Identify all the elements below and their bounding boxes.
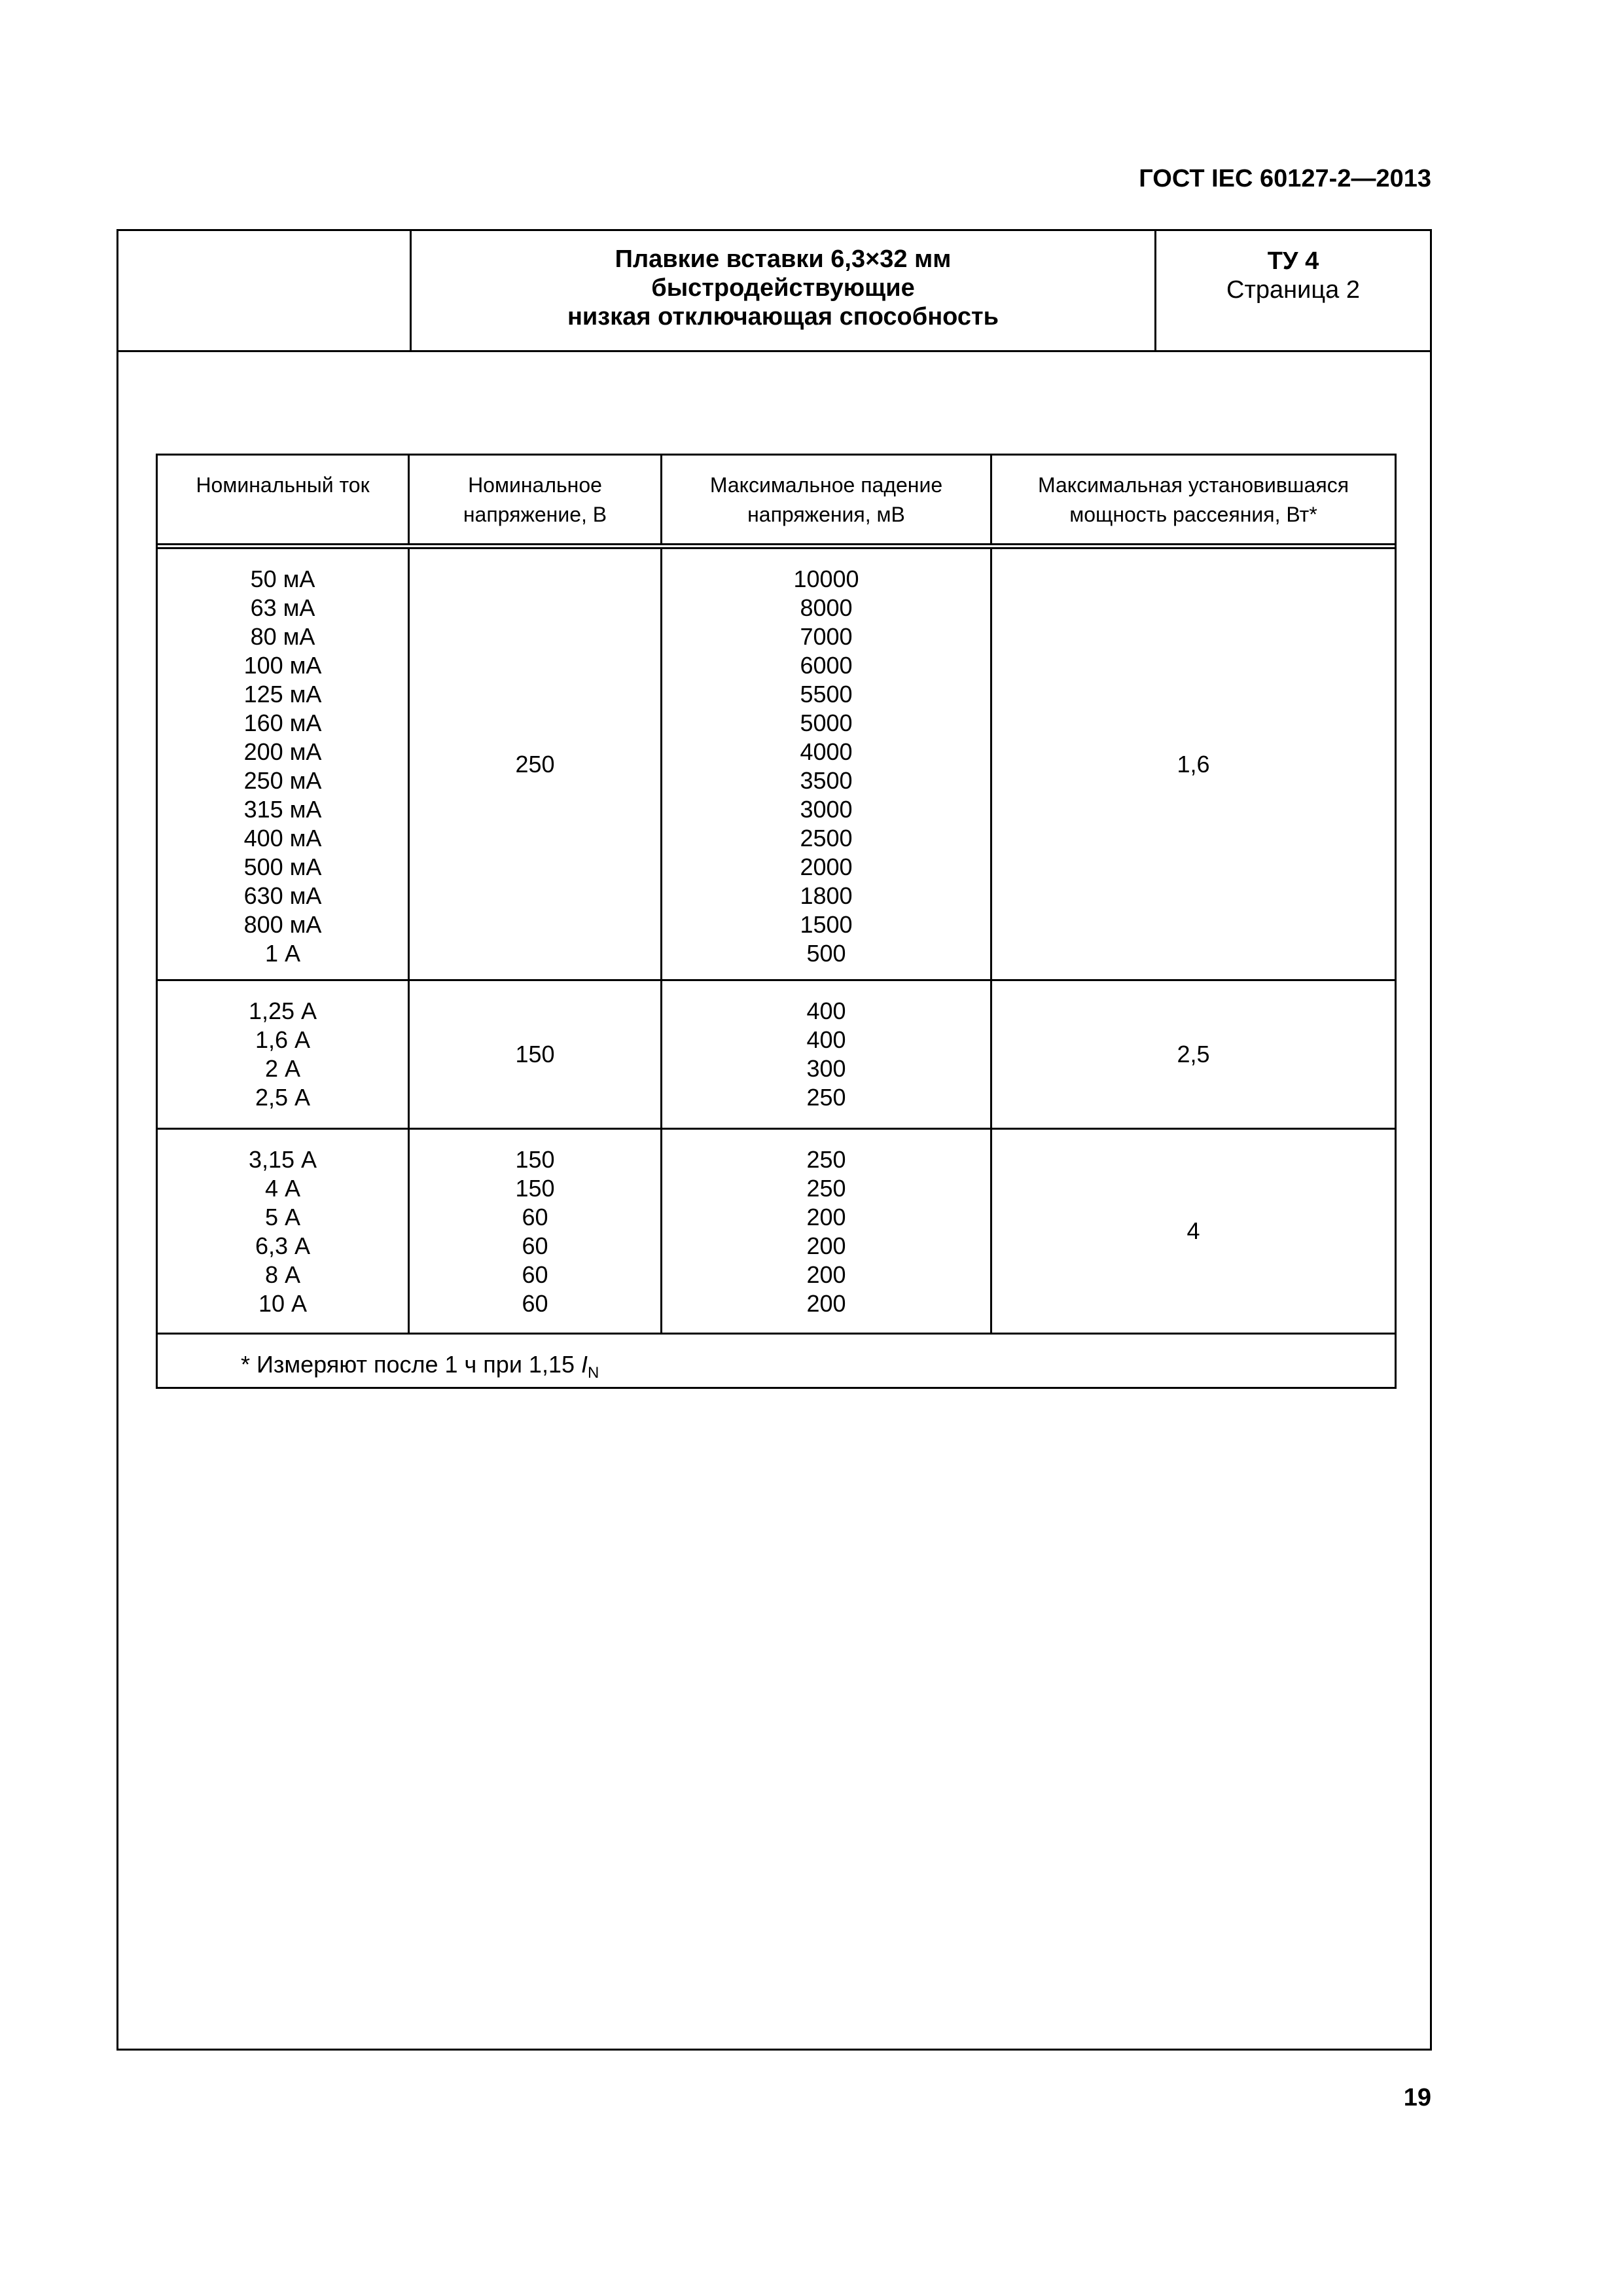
cell-value: 60 (522, 1204, 548, 1230)
cell-value: 1,6 А (255, 1026, 311, 1053)
cell-value: 150 (515, 1041, 555, 1067)
column-header-text: мощность рассеяния, Вт* (1069, 503, 1317, 526)
cell-value: 2,5 А (255, 1084, 311, 1111)
cell-value: 400 мА (243, 825, 322, 852)
cell-value: 250 (515, 750, 555, 778)
cell-value: 4 А (264, 1175, 301, 1202)
header-title-line-1: Плавкие вставки 6,3×32 мм (615, 245, 952, 273)
rated-current-cell (158, 549, 410, 979)
sheet-header (118, 231, 1430, 352)
cell-value: 6000 (800, 652, 853, 679)
cell-value: 100 мА (243, 652, 322, 679)
cell-value: 2000 (800, 853, 853, 880)
fuse-data-table (156, 454, 1397, 1389)
sheet-frame (116, 229, 1432, 2051)
cell-value: 3500 (800, 767, 853, 794)
cell-value: 250 (806, 1146, 846, 1173)
cell-value: 200 мА (243, 738, 322, 765)
cell-value: 250 мА (243, 767, 322, 794)
column-header-text: напряжения, мВ (747, 503, 905, 526)
cell-value: 500 (806, 940, 846, 967)
cell-value: 5000 (800, 709, 853, 736)
rated-current-cell (158, 981, 410, 1128)
cell-value: 60 (522, 1261, 548, 1288)
power-cell (992, 1130, 1395, 1333)
cell-value: 160 мА (243, 709, 322, 736)
column-header-text: Номинальное (468, 473, 602, 497)
column-header-text: Максимальная установившаяся (1037, 473, 1349, 497)
footnote-text: * Измеряют после 1 ч при 1,15 (241, 1351, 581, 1378)
column-header-rated-voltage (410, 456, 662, 543)
cell-value: 250 (806, 1084, 846, 1111)
footnote-symbol: I (581, 1351, 588, 1378)
rated-voltage-cell (410, 1130, 662, 1333)
cell-value: 1500 (800, 911, 853, 938)
column-header-rated-current (158, 456, 410, 543)
cell-value: 1,25 А (248, 997, 317, 1024)
column-header-text: Максимальное падение (709, 473, 943, 497)
cell-value: 400 (806, 997, 846, 1024)
rated-current-cell (158, 1130, 410, 1333)
cell-value: 4000 (800, 738, 853, 765)
cell-value: 630 мА (243, 882, 322, 909)
cell-value: 200 (806, 1232, 846, 1259)
power-cell (992, 981, 1395, 1128)
cell-value: 6,3 А (255, 1232, 311, 1259)
footnote-subscript: N (588, 1364, 599, 1382)
cell-value: 3,15 А (248, 1146, 317, 1173)
cell-value: 63 мА (250, 594, 315, 621)
cell-value: 10000 (793, 565, 859, 592)
header-sheet-info (1156, 231, 1430, 350)
cell-value: 150 (515, 1175, 555, 1202)
voltage-drop-cell (662, 1130, 992, 1333)
cell-value: 7000 (800, 623, 853, 650)
table-row (158, 981, 1395, 1130)
cell-value: 60 (522, 1232, 548, 1259)
cell-value: 10 А (258, 1290, 308, 1317)
cell-value: 50 мА (250, 565, 315, 592)
cell-value: 800 мА (243, 911, 322, 938)
header-title-line-3: низкая отключающая способность (567, 303, 999, 331)
cell-value: 1800 (800, 882, 853, 909)
column-header-text: Номинальный ток (196, 473, 370, 497)
table-footnote-row (158, 1335, 1395, 1387)
power-cell (992, 549, 1395, 979)
cell-value: 200 (806, 1204, 846, 1230)
table-row (158, 1130, 1395, 1335)
header-title-line-2: быстродействующие (651, 274, 915, 302)
cell-value: 8000 (800, 594, 853, 621)
table-row (158, 549, 1395, 981)
cell-value: 2500 (800, 825, 853, 852)
rated-voltage-cell (410, 549, 662, 979)
cell-value: 150 (515, 1146, 555, 1173)
cell-value: 60 (522, 1290, 548, 1317)
cell-value: 2 А (264, 1055, 301, 1082)
cell-value: 500 мА (243, 853, 322, 880)
cell-value: 400 (806, 1026, 846, 1053)
cell-value: 200 (806, 1261, 846, 1288)
cell-value: 5500 (800, 681, 853, 708)
cell-value: 3000 (800, 796, 853, 823)
cell-value: 8 А (264, 1261, 301, 1288)
cell-value: 200 (806, 1290, 846, 1317)
column-header-power-dissipation (992, 456, 1395, 543)
header-title (412, 231, 1156, 350)
column-header-text: напряжение, В (463, 503, 607, 526)
cell-value: 5 А (264, 1204, 301, 1230)
header-blank-cell (118, 231, 412, 350)
cell-value: 1 А (264, 940, 301, 967)
voltage-drop-cell (662, 549, 992, 979)
cell-value: 250 (806, 1175, 846, 1202)
sheet-code: ТУ 4 (1267, 247, 1319, 275)
cell-value: 125 мА (243, 681, 322, 708)
page-number: 19 (1403, 2084, 1431, 2111)
voltage-drop-cell (662, 981, 992, 1128)
cell-value: 300 (806, 1055, 846, 1082)
power-value: 1,6 (1177, 750, 1210, 778)
cell-value: 315 мА (243, 796, 322, 823)
standard-number: ГОСТ IEC 60127-2—2013 (1139, 165, 1431, 192)
column-header-voltage-drop (662, 456, 992, 543)
table-header-row (158, 456, 1395, 545)
footnote (241, 1350, 599, 1388)
power-value: 2,5 (1177, 1041, 1210, 1067)
rated-voltage-cell (410, 981, 662, 1128)
cell-value: 80 мА (250, 623, 315, 650)
power-value: 4 (1186, 1217, 1200, 1244)
sheet-page: Страница 2 (1226, 276, 1360, 304)
